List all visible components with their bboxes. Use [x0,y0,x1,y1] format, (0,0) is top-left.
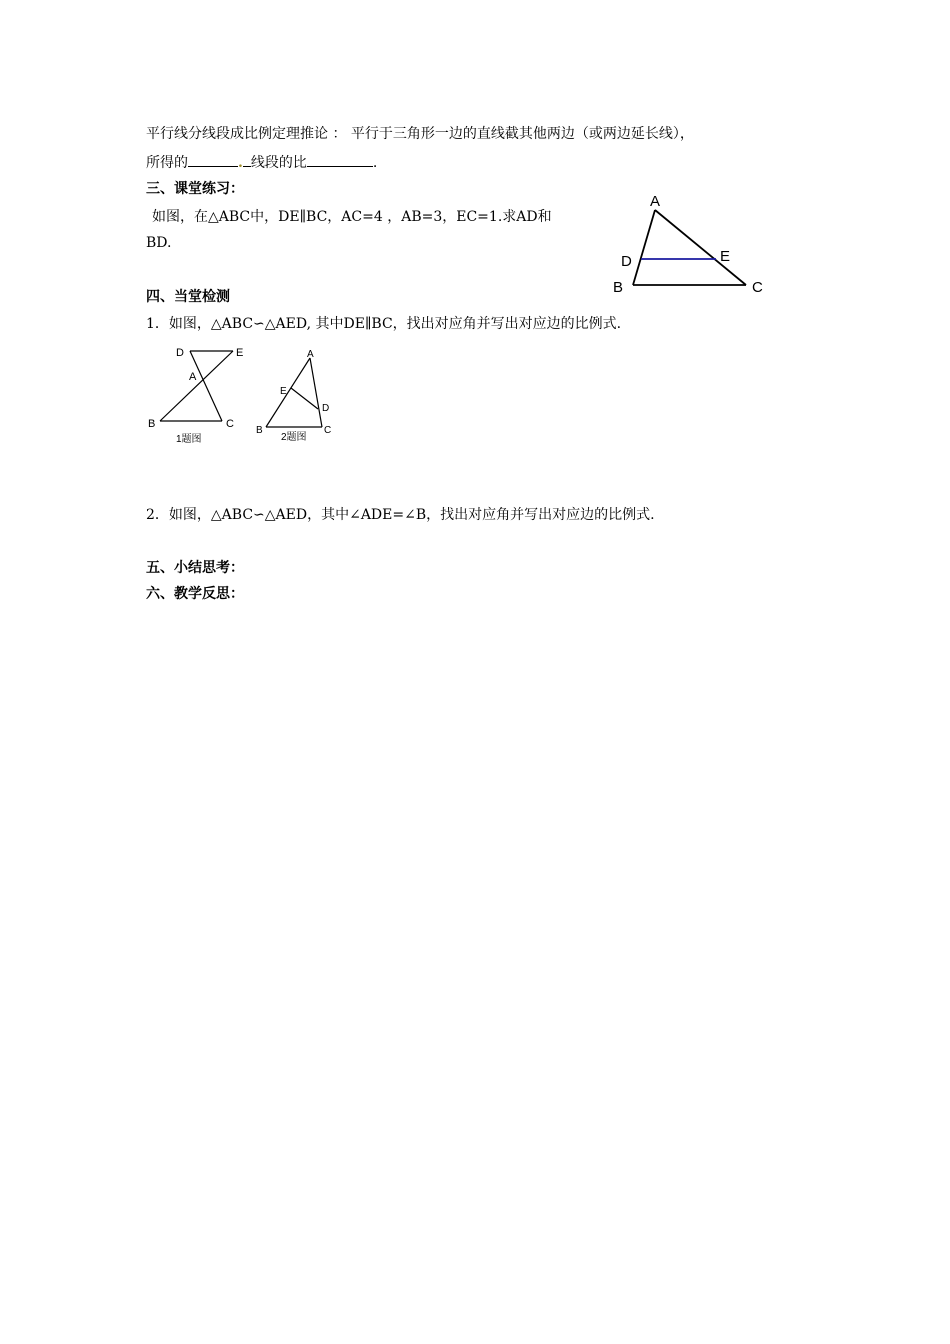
fig1-label-c: C [226,418,234,430]
label-c: C [752,279,763,296]
fig2-label-d: D [322,403,330,414]
label-e: E [720,248,731,265]
section4-question-2: 2．如图，△ABC∽△AED，其中∠ADE=∠B，找出对应角并写出对应边的比例式. [146,507,655,523]
fig2-label-e: E [280,386,287,397]
fig2-ed [291,388,318,409]
theorem-text-1: 平行线分线段成比例定理推论 ： 平行于三角形一边的直线截其他两边（或两边延长线）， [146,126,694,142]
theorem-end: . [372,155,378,171]
blank-dot: . [238,155,243,171]
fig1-label-b: B [148,418,156,430]
fig1-label-d: D [176,347,184,359]
section6-heading: 六、教学反思： [146,586,244,602]
fig1-caption: 1题图 [176,434,202,445]
fig2-label-a: A [307,349,314,360]
section5-heading: 五、小结思考： [146,560,244,576]
fig2-caption: 2题图 [281,432,307,443]
section3-heading: 三、课堂练习： [146,181,244,197]
label-a: A [650,193,661,210]
fig2-label-b: B [256,425,263,436]
theorem-mid: 线段的比 [250,155,307,171]
fig1-label-a: A [189,371,197,383]
label-d: D [621,253,632,270]
label-b: B [613,279,624,296]
theorem-prefix: 所得的 [146,155,188,171]
fig2-label-c: C [324,425,332,436]
fig2-ab [266,358,310,427]
fig1-label-e: E [236,347,244,359]
section3-problem-2: BD. [146,235,172,251]
section3-problem-1: 如图，在△ABC中，DE∥BC，AC=4 ，AB=3，EC=1.求AD和 [152,209,552,225]
section4-heading: 四、当堂检测 [146,289,230,305]
figure-2 [0,0,950,460]
fig2-ac [310,358,322,427]
section4-question-1: 1．如图，△ABC∽△AED, 其中DE∥BC，找出对应角并写出对应边的比例式. [146,316,622,332]
